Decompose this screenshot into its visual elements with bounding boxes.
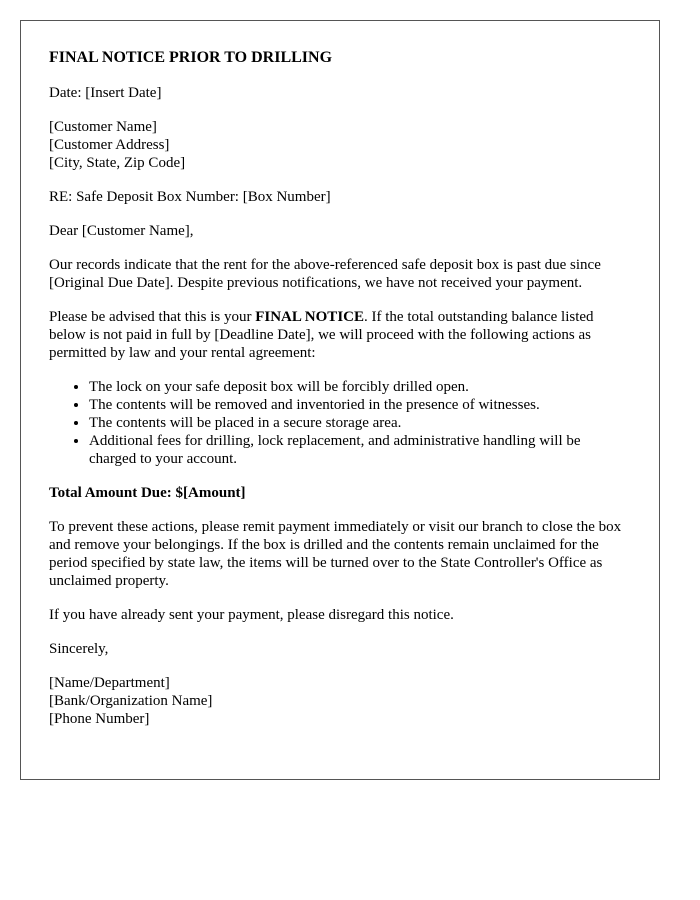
re-line: RE: Safe Deposit Box Number: [Box Number] <box>49 189 331 205</box>
final-notice-intro: Please be advised that this is your <box>49 309 256 325</box>
letter-page <box>20 20 660 780</box>
list-item: • The contents will be removed and inventoried in the presence of witnesses. <box>89 396 631 414</box>
actions-list <box>49 378 631 468</box>
list-item: • The contents will be placed in a secure storage area. <box>89 414 631 432</box>
recipient-city-state-zip: [City, State, Zip Code] <box>49 155 186 171</box>
final-notice-rest: . If the total outstanding balance listed below is not paid in full by [Deadline Date], we will proceed with the following actions as permitted by law and your rental agreement: <box>49 309 594 361</box>
signature-phone: [Phone Number] <box>49 711 150 727</box>
paragraph-disregard: If you have already sent your payment, please disregard this notice. <box>49 607 454 623</box>
salutation: Dear [Customer Name], <box>49 223 194 239</box>
signature-name-department: [Name/Department] <box>49 675 170 691</box>
paragraph-prevent-actions: To prevent these actions, please remit payment immediately or visit our branch to close the box and remove your belongings. If the box is drilled and the contents remain unclaimed for the period specified by state law, the items will be turned over to the State Controller's Office as unclaimed property. <box>49 519 622 589</box>
recipient-name: [Customer Name] <box>49 119 157 135</box>
recipient-address-block <box>49 118 631 172</box>
signature-organization: [Bank/Organization Name] <box>49 693 213 709</box>
paragraph-past-due: Our records indicate that the rent for the above-referenced safe deposit box is past due since [Original Due Date]. Despite previous notifications, we have not received your payment. <box>49 257 601 291</box>
list-item: • Additional fees for drilling, lock replacement, and administrative handling will be charged to your account. <box>89 432 631 468</box>
total-amount-due: Total Amount Due: $[Amount] <box>49 485 246 501</box>
paragraph-final-notice <box>49 308 631 362</box>
closing: Sincerely, <box>49 641 109 657</box>
date-line: Date: [Insert Date] <box>49 85 162 101</box>
list-item: • The lock on your safe deposit box will be forcibly drilled open. <box>89 378 631 396</box>
final-notice-emphasis: FINAL NOTICE <box>255 309 364 325</box>
signature-block <box>49 674 631 728</box>
letter-title: FINAL NOTICE PRIOR TO DRILLING <box>49 49 333 66</box>
recipient-address: [Customer Address] <box>49 137 170 153</box>
